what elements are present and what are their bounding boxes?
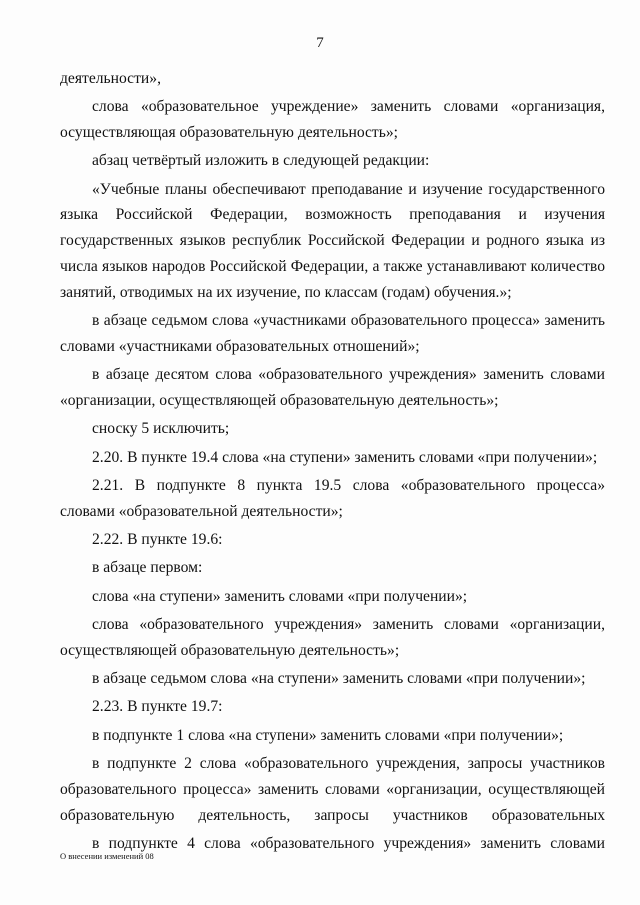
text-line: осуществляющей образовательную деятельность»; (60, 641, 400, 659)
text-line: словами «образовательной деятельности»; (60, 502, 343, 520)
document-body (60, 66, 605, 857)
text-line: слова «на ступени» заменить словами «при получении»; (92, 587, 468, 605)
text-line: «организации, осуществляющей образовательную деятельность»; (60, 392, 499, 410)
text-line: языка Российской Федерации, возможность преподавания и изучения (60, 206, 605, 224)
text-line: 2.21. В подпункте 8 пункта 19.5 слова «образовательного процесса» (92, 476, 605, 494)
text-line: «Учебные планы обеспечивают преподавание и изучение государственного (92, 180, 605, 198)
text-line: в подпункте 2 слова «образовательного учреждения, запросы участников (92, 754, 605, 772)
text-line: осуществляющая образовательную деятельность»; (60, 124, 398, 142)
page-number: 7 (316, 35, 324, 51)
text-line: слова «образовательное учреждение» заменить словами «организация, (92, 98, 605, 116)
text-line: занятий, отводимых на их изучение, по классам (годам) обучения.»; (60, 283, 512, 301)
text-line: образовательного процесса» заменить словами «организации, осуществляющей (60, 780, 605, 798)
text-line: числа языков народов Российской Федерации, а также устанавливают количество (60, 258, 605, 276)
text-line: в абзаце первом: (92, 559, 203, 577)
text-line: образовательную деятельность, запросы участников образовательных (60, 806, 605, 824)
text-line: абзац четвёртый изложить в следующей редакции: (92, 152, 430, 170)
text-line: государственных языков республик Российской Федерации и родного языка из (60, 232, 605, 250)
text-line: слова «образовательного учреждения» заменить словами «организации, (92, 615, 605, 633)
text-line: в подпункте 1 слова «на ступени» заменить словами «при получении»; (92, 726, 564, 744)
text-line: 2.23. В пункте 19.7: (92, 698, 223, 716)
text-line: в подпункте 4 слова «образовательного учреждения» заменить словами (92, 834, 605, 852)
text-line: в абзаце десятом слова «образовательного учреждения» заменить словами (92, 366, 605, 384)
text-line: 2.22. В пункте 19.6: (92, 531, 223, 549)
text-line: 2.20. В пункте 19.4 слова «на ступени» заменить словами «при получении»; (92, 448, 598, 466)
text-line: деятельности», (60, 70, 161, 87)
text-line: словами «участниками образовательных отношений»; (60, 337, 420, 355)
text-line: в абзаце седьмом слова «участниками образовательного процесса» заменить (92, 312, 605, 330)
text-line: сноску 5 исключить; (92, 420, 230, 438)
footer-caption: О внесении изменений 08 (60, 851, 154, 861)
text-line: в абзаце седьмом слова «на ступени» заменить словами «при получении»; (92, 670, 586, 688)
